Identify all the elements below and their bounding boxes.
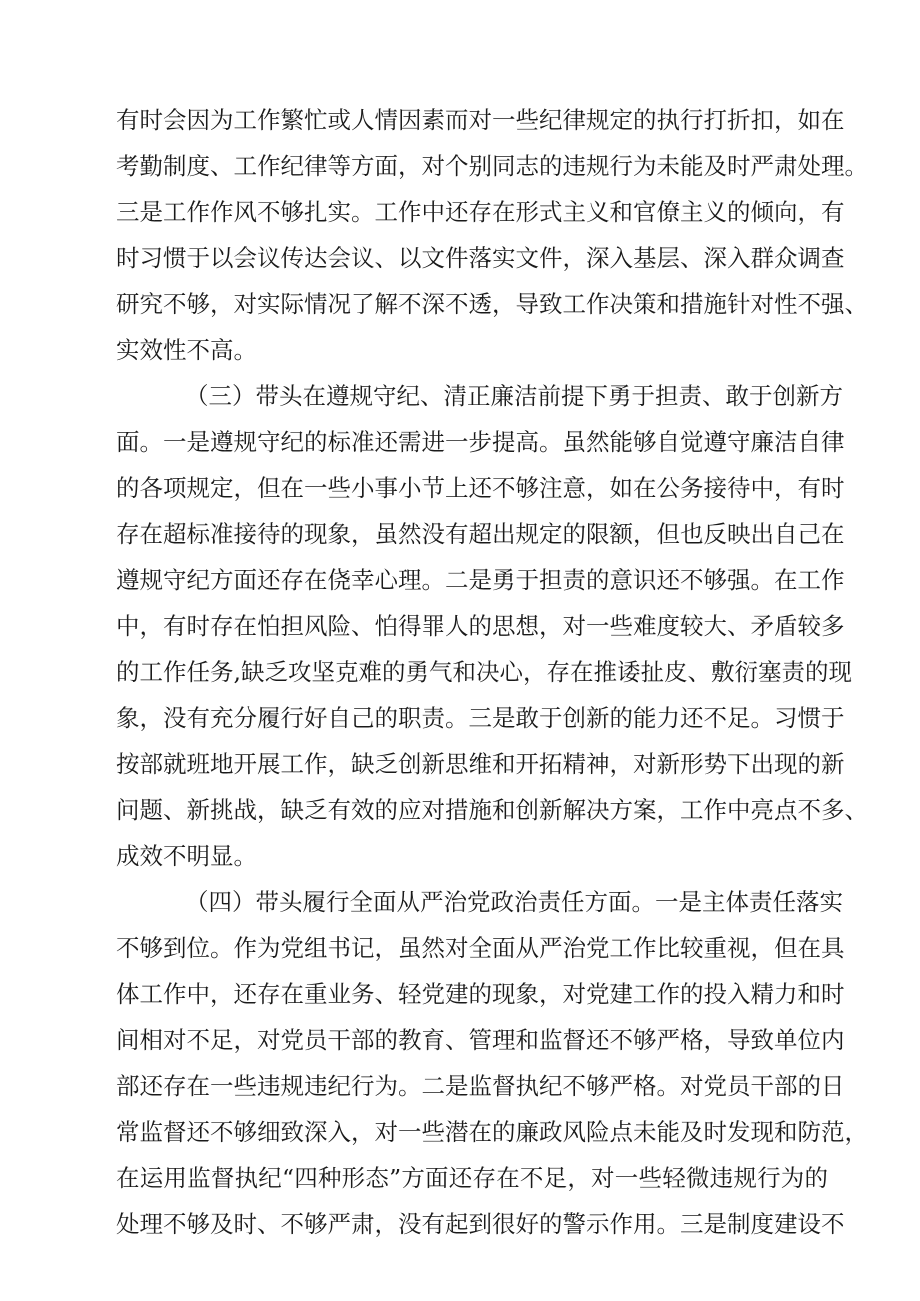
text-line: 象，没有充分履行好自己的职责。三是敢于创新的能力还不足。习惯于 [116,704,845,732]
text-line: 的各项规定，但在一些小事小节上还不够注意，如在公务接待中，有时 [116,474,845,502]
text-line: 问题、新挑战，缺乏有效的应对措施和创新解决方案，工作中亮点不多、 [116,796,868,824]
text-line: 中，有时存在怕担风险、怕得罪人的思想，对一些难度较大、矛盾较多 [116,612,845,640]
text-line: 遵规守纪方面还存在侥幸心理。二是勇于担责的意识还不够强。在工作 [116,566,845,594]
text-line: 部还存在一些违规违纪行为。二是监督执纪不够严格。对党员干部的日 [116,1072,845,1100]
text-line: 时习惯于以会议传达会议、以文件落实文件，深入基层、深入群众调查 [116,244,845,272]
text-line: 成效不明显。 [116,842,257,870]
section-heading-3: （三）带头在遵规守纪、清正廉洁前提下勇于担责、敢于创新方 [185,382,843,410]
text-line: 存在超标准接待的现象，虽然没有超出规定的限额，但也反映出自己在 [116,520,845,548]
text-line: 常监督还不够细致深入，对一些潜在的廉政风险点未能及时发现和防范， [116,1118,868,1146]
text-line: 间相对不足，对党员干部的教育、管理和监督还不够严格，导致单位内 [116,1026,845,1054]
text-line: 不够到位。作为党组书记，虽然对全面从严治党工作比较重视，但在具 [116,934,845,962]
text-line: 在运用监督执纪“四种形态”方面还存在不足，对一些轻微违规行为的 [116,1164,828,1192]
text-line: 实效性不高。 [116,336,257,364]
text-line: 面。一是遵规守纪的标准还需进一步提高。虽然能够自觉遵守廉洁自律 [116,428,845,456]
text-line: 考勤制度、工作纪律等方面，对个别同志的违规行为未能及时严肃处理。 [116,152,868,180]
text-line: 有时会因为工作繁忙或人情因素而对一些纪律规定的执行打折扣，如在 [116,106,845,134]
text-line: 按部就班地开展工作，缺乏创新思维和开拓精神，对新形势下出现的新 [116,750,845,778]
text-line: 体工作中，还存在重业务、轻党建的现象，对党建工作的投入精力和时 [116,980,845,1008]
text-line: 的工作任务,缺乏攻坚克难的勇气和决心，存在推诿扯皮、敷衍塞责的现 [116,658,852,686]
text-line: 处理不够及时、不够严肃，没有起到很好的警示作用。三是制度建设不 [116,1210,845,1238]
section-heading-4: （四）带头履行全面从严治党政治责任方面。一是主体责任落实 [185,888,843,916]
text-line: 三是工作作风不够扎实。工作中还存在形式主义和官僚主义的倾向，有 [116,198,845,226]
text-line: 研究不够，对实际情况了解不深不透，导致工作决策和措施针对性不强、 [116,290,868,318]
